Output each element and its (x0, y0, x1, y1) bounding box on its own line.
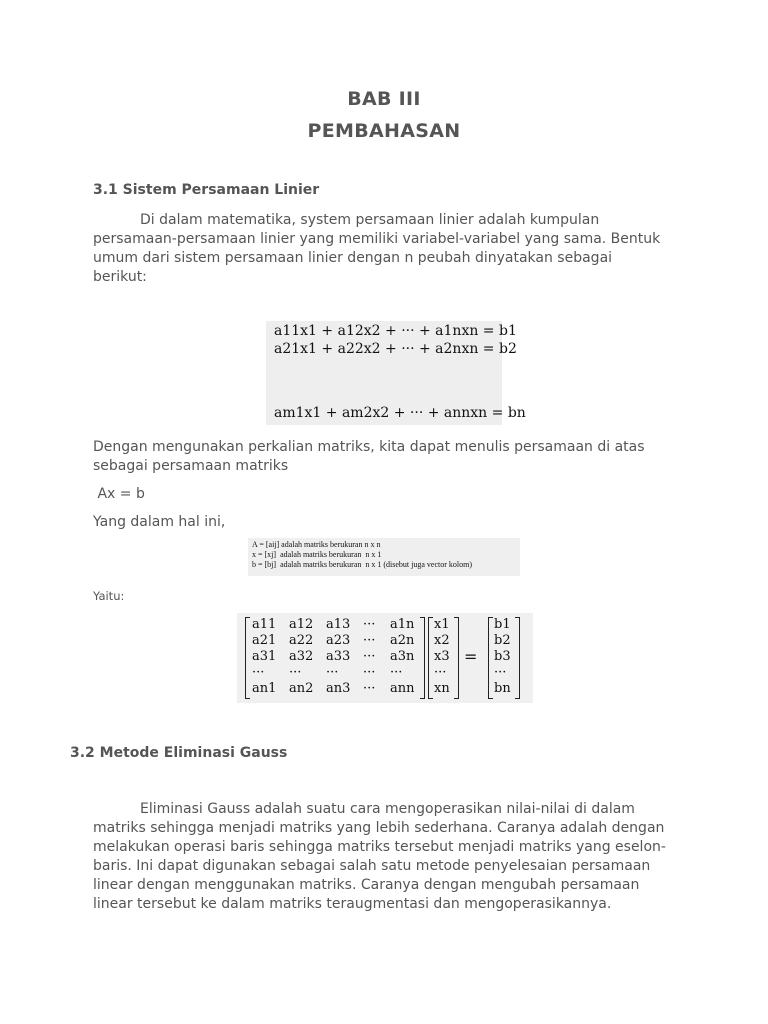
definitions-figure (248, 538, 520, 576)
yaitu-label: Yaitu: (93, 589, 125, 603)
gauss-line: linear dengan menggunakan matriks. Caranya dengan mengubah persamaan (93, 877, 640, 893)
matrix-cell: a33 (326, 649, 351, 664)
section-heading-3-2: 3.2 Metode Eliminasi Gauss (70, 745, 288, 761)
matrix-equation-figure (237, 613, 533, 703)
matrix-cell: an1 (252, 681, 277, 696)
matrix-cell: a1n (390, 617, 415, 632)
vector-b-cell: b3 (494, 649, 511, 664)
matrix-cell: a13 (326, 617, 351, 632)
section-heading-3-1: 3.1 Sistem Persamaan Linier (93, 182, 320, 198)
intro-line: umum dari sistem persamaan linier dengan n peubah dinyatakan sebagai (93, 250, 613, 266)
vector-b-cell: b1 (494, 617, 511, 632)
chapter-title: PEMBAHASAN (307, 120, 461, 142)
chapter-number: BAB III (347, 88, 421, 110)
vector-x-cell: ··· (434, 665, 447, 680)
right-bracket (420, 617, 425, 699)
vector-b-cell: ··· (494, 665, 507, 680)
equals-sign: = (464, 647, 478, 666)
matrix-cell: ann (390, 681, 415, 696)
equation-line: a21x1 + a22x2 + ··· + a2nxn = b2 (274, 341, 517, 357)
left-bracket (488, 617, 493, 699)
matrix-cell: ··· (363, 665, 376, 680)
matrix-cell: an3 (326, 681, 351, 696)
matrix-equation: Ax = b (93, 486, 145, 502)
matrix-cell: ··· (252, 665, 265, 680)
matrix-text-line: sebagai persamaan matriks (93, 458, 289, 474)
matrix-cell: a21 (252, 633, 277, 648)
matrix-cell: ··· (363, 617, 376, 632)
gauss-line: linear tersebut ke dalam matriks teraugmentasi dan mengoperasikannya. (93, 896, 612, 912)
gauss-line: baris. Ini dapat digunakan sebagai salah satu metode penyelesaian persamaan (93, 858, 651, 874)
left-bracket (428, 617, 433, 699)
matrix-cell: ··· (326, 665, 339, 680)
vector-x-cell: xn (434, 681, 450, 696)
intro-line: berikut: (93, 269, 147, 285)
matrix-cell: a2n (390, 633, 415, 648)
right-bracket (515, 617, 520, 699)
matrix-paragraph (93, 438, 693, 476)
matrix-cell: ··· (390, 665, 403, 680)
matrix-cell: a11 (252, 617, 277, 632)
definition-line: b = [bj] adalah matriks berukuran n x 1 (disebut juga vector kolom) (252, 560, 473, 569)
matrix-cell: ··· (363, 633, 376, 648)
gauss-line: matriks sehingga menjadi matriks yang lebih sederhana. Caranya adalah dengan (93, 820, 665, 836)
vector-x-cell: x2 (434, 633, 450, 648)
vector-b-cell: b2 (494, 633, 511, 648)
intro-line: persamaan-persamaan linier yang memiliki variabel-variabel yang sama. Bentuk (93, 231, 661, 247)
matrix-cell: a22 (289, 633, 314, 648)
equation-system-figure (266, 321, 526, 425)
gauss-line: melakukan operasi baris sehingga matriks tersebut menjadi matriks yang eselon- (93, 839, 666, 855)
matrix-cell: ··· (289, 665, 302, 680)
gauss-line: Eliminasi Gauss adalah suatu cara mengoperasikan nilai-nilai di dalam (140, 801, 635, 817)
left-bracket (245, 617, 250, 699)
matrix-cell: an2 (289, 681, 314, 696)
equation-line: am1x1 + am2x2 + ··· + annxn = bn (274, 405, 526, 421)
matrix-cell: a32 (289, 649, 314, 664)
intro-paragraph (93, 211, 693, 287)
matrix-text-line: Dengan mengunakan perkalian matriks, kita dapat menulis persamaan di atas (93, 439, 645, 455)
right-bracket (454, 617, 459, 699)
intro-line: Di dalam matematika, system persamaan linier adalah kumpulan (140, 212, 600, 228)
matrix-cell: ··· (363, 681, 376, 696)
matrix-cell: ··· (363, 649, 376, 664)
vector-x-cell: x1 (434, 617, 450, 632)
vector-b-cell: bn (494, 681, 511, 696)
definition-line: A = [aij] adalah matriks berukuran n x n (252, 540, 381, 549)
matrix-cell: a31 (252, 649, 277, 664)
definition-line: x = [xj] adalah matriks berukuran n x 1 (252, 550, 382, 559)
gauss-paragraph (93, 800, 693, 914)
which-text: Yang dalam hal ini, (93, 514, 226, 530)
matrix-cell: a3n (390, 649, 415, 664)
matrix-cell: a12 (289, 617, 314, 632)
matrix-cell: a23 (326, 633, 351, 648)
vector-x-cell: x3 (434, 649, 450, 664)
equation-line: a11x1 + a12x2 + ··· + a1nxn = b1 (274, 323, 517, 339)
